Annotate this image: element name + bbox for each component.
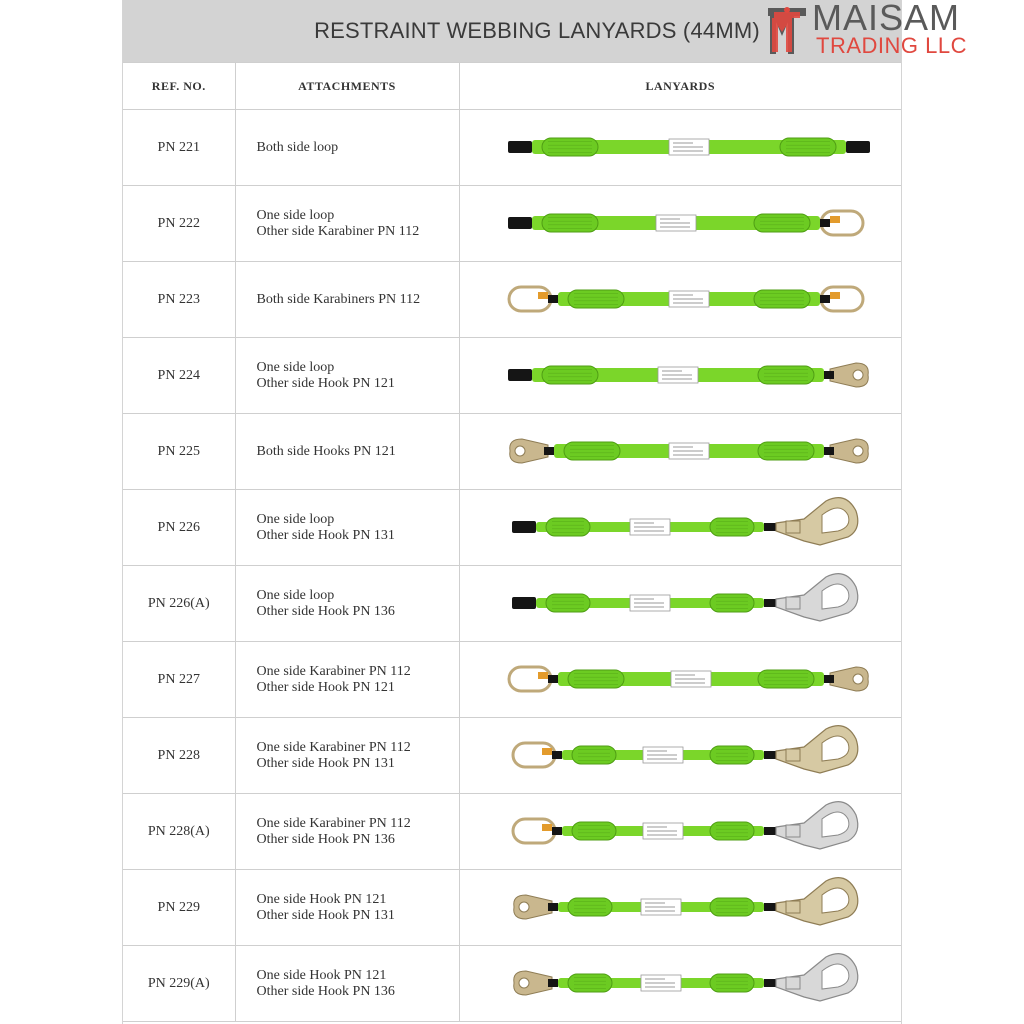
lanyard-illustration — [460, 718, 902, 793]
lanyard-cell — [459, 718, 901, 794]
table-row — [123, 946, 901, 1022]
attachment-line: One side loop — [256, 511, 335, 527]
table-row — [123, 110, 901, 186]
lanyard-table — [123, 62, 901, 1022]
attachment-line: Other side Hook PN 121 — [256, 375, 395, 391]
lanyard-cell — [459, 566, 901, 642]
webbing-strap — [558, 898, 764, 916]
loop-end — [508, 141, 532, 153]
attachments-cell — [235, 490, 459, 566]
karabiner-icon — [509, 287, 558, 311]
attachments-cell — [235, 946, 459, 1022]
attachments-cell — [235, 870, 459, 946]
lanyard-illustration — [460, 566, 902, 641]
snap-hook-icon — [509, 439, 553, 463]
lanyard-illustration — [460, 414, 902, 489]
lanyard-cell — [459, 338, 901, 414]
webbing-strap — [562, 822, 764, 840]
table-row — [123, 794, 901, 870]
ref-number: PN 224 — [123, 338, 235, 414]
ref-number: PN 228(A) — [123, 794, 235, 870]
loop-end — [512, 597, 536, 609]
karabiner-icon — [509, 667, 558, 691]
webbing-strap — [554, 442, 824, 460]
table-row — [123, 186, 901, 262]
webbing-strap — [562, 746, 764, 764]
webbing-strap — [558, 974, 764, 992]
webbing-strap — [558, 290, 820, 308]
attachment-line: Both side Karabiners PN 112 — [256, 291, 421, 307]
lanyard-illustration — [460, 794, 902, 869]
lanyard-illustration — [460, 186, 902, 261]
karabiner-icon — [820, 287, 863, 311]
table-header-row — [123, 63, 901, 110]
attachments-cell — [235, 110, 459, 186]
attachments-cell — [235, 414, 459, 490]
lanyard-illustration — [460, 870, 902, 945]
header-attachments: ATTACHMENTS — [235, 63, 459, 110]
attachments-cell — [235, 186, 459, 262]
attachment-line: One side Hook PN 121 — [256, 967, 387, 983]
ref-number: PN 229 — [123, 870, 235, 946]
table-row — [123, 642, 901, 718]
ref-number: PN 225 — [123, 414, 235, 490]
attachment-line: Other side Hook PN 136 — [256, 983, 395, 999]
lanyard-cell — [459, 870, 901, 946]
attachment-line: Other side Hook PN 136 — [256, 603, 395, 619]
table-row — [123, 490, 901, 566]
company-logo — [764, 2, 1004, 60]
lanyard-cell — [459, 414, 901, 490]
page-title: RESTRAINT WEBBING LANYARDS (44MM) — [314, 18, 760, 43]
loop-end — [512, 521, 536, 533]
ref-number: PN 229(A) — [123, 946, 235, 1022]
lanyard-illustration — [460, 642, 902, 717]
lanyard-cell — [459, 642, 901, 718]
table-row — [123, 870, 901, 946]
lanyard-illustration — [460, 946, 902, 1021]
ref-number: PN 227 — [123, 642, 235, 718]
scaffold-hook-silver-icon — [764, 802, 858, 849]
logo-line1: MAISAM — [812, 0, 961, 38]
lanyard-cell — [459, 490, 901, 566]
ref-number: PN 222 — [123, 186, 235, 262]
ref-number: PN 221 — [123, 110, 235, 186]
ref-number: PN 226(A) — [123, 566, 235, 642]
snap-hook-icon — [513, 971, 557, 995]
table-row — [123, 338, 901, 414]
attachments-cell — [235, 794, 459, 870]
attachment-line: Other side Hook PN 136 — [256, 831, 395, 847]
attachment-line: Both side loop — [256, 139, 339, 155]
scaffold-hook-icon — [764, 498, 858, 545]
attachment-line: Other side Hook PN 121 — [256, 679, 395, 695]
lanyard-illustration — [460, 110, 902, 185]
snap-hook-icon — [824, 667, 868, 691]
table-row — [123, 414, 901, 490]
attachment-line: Both side Hooks PN 121 — [256, 443, 396, 459]
karabiner-icon — [820, 211, 863, 235]
attachment-line: One side Hook PN 121 — [256, 891, 387, 907]
ref-number: PN 223 — [123, 262, 235, 338]
attachment-line: Other side Hook PN 131 — [256, 755, 395, 771]
karabiner-icon — [513, 819, 562, 843]
attachment-line: One side loop — [256, 587, 335, 603]
table-row — [123, 262, 901, 338]
lanyard-illustration — [460, 338, 902, 413]
scaffold-hook-icon — [764, 726, 858, 773]
lanyard-illustration — [460, 490, 902, 565]
attachments-cell — [235, 718, 459, 794]
lanyard-cell — [459, 186, 901, 262]
attachment-line: Other side Hook PN 131 — [256, 907, 395, 923]
attachments-cell — [235, 338, 459, 414]
ref-number: PN 226 — [123, 490, 235, 566]
catalog-sheet — [122, 0, 902, 1024]
attachment-line: One side Karabiner PN 112 — [256, 815, 411, 831]
header-lanyards: LANYARDS — [459, 63, 901, 110]
attachments-cell — [235, 642, 459, 718]
attachment-line: One side Karabiner PN 112 — [256, 663, 411, 679]
logo-mark-icon — [764, 2, 810, 58]
scaffold-hook-silver-icon — [764, 954, 858, 1001]
scaffold-hook-silver-icon — [764, 574, 858, 621]
webbing-strap — [536, 594, 764, 612]
karabiner-icon — [513, 743, 562, 767]
attachment-line: Other side Hook PN 131 — [256, 527, 395, 543]
header-ref: REF. NO. — [123, 63, 235, 110]
attachments-cell — [235, 262, 459, 338]
lanyard-cell — [459, 110, 901, 186]
attachment-line: Other side Karabiner PN 112 — [256, 223, 420, 239]
attachments-cell — [235, 566, 459, 642]
lanyard-cell — [459, 946, 901, 1022]
loop-end — [508, 217, 532, 229]
loop-end — [508, 369, 532, 381]
snap-hook-icon — [513, 895, 557, 919]
table-row — [123, 718, 901, 794]
webbing-strap — [532, 214, 820, 232]
logo-line2: TRADING LLC — [816, 33, 967, 58]
webbing-strap — [536, 518, 764, 536]
ref-number: PN 228 — [123, 718, 235, 794]
scaffold-hook-icon — [764, 878, 858, 925]
attachment-line: One side loop — [256, 359, 335, 375]
lanyard-illustration — [460, 262, 902, 337]
lanyard-cell — [459, 262, 901, 338]
lanyard-cell — [459, 794, 901, 870]
webbing-strap — [558, 670, 824, 688]
webbing-strap — [532, 138, 846, 156]
loop-end — [846, 141, 870, 153]
snap-hook-icon — [824, 439, 868, 463]
webbing-strap — [532, 366, 824, 384]
table-row — [123, 566, 901, 642]
attachment-line: One side loop — [256, 207, 335, 223]
attachment-line: One side Karabiner PN 112 — [256, 739, 411, 755]
snap-hook-icon — [824, 363, 868, 387]
